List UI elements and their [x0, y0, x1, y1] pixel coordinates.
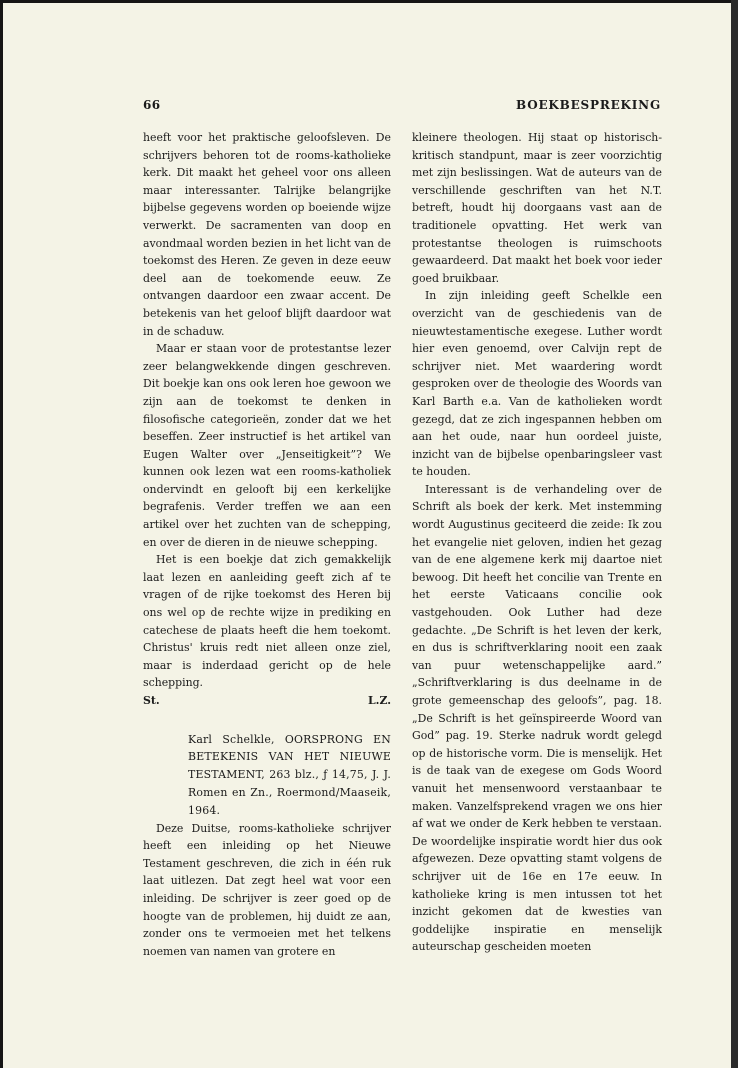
signature-left: St. — [143, 694, 160, 707]
right-paragraph-1: kleinere theologen. Hij staat op historisch-kritisch standpunt, maar is zeer voorzichtig met zijn beslissingen. Wat de auteurs van de verschillende geschriften van het N.T. betreft, houdt hij doorgaans vast aan de traditionele opvatting. Het werk van protestantse theologen is ruimschoots gewaardeerd. Dat maakt het boek voor ieder goed bruikbaar. — [412, 131, 662, 285]
review-signature — [143, 692, 391, 710]
left-column — [143, 129, 391, 960]
running-title: BOEKBESPREKING — [516, 98, 661, 112]
left-paragraph-4: Deze Duitse, rooms-katholieke schrijver heeft een inleiding op het Nieuwe Testament geschreven, die zich in één ruk laat uitlezen. Dat zegt heel wat voor een inleiding. De schrijver is zeer goed op de hoogte van de problemen, hij duidt ze aan, zonder ons te vermoeien met het telkens noemen van namen van grotere en — [143, 821, 391, 958]
signature-right: L.Z. — [368, 694, 391, 707]
page-header — [143, 98, 673, 114]
left-paragraph-2: Maar er staan voor de protestantse lezer zeer belangwekkende dingen geschreven. Dit boekje kan ons ook leren hoe gewoon we zijn aan de toekomst te denken in filosofische categorieën, zonder dat we het beseffen. Zeer instructief is het artikel van Eugen Walter over „Jenseitigkeit”? We kunnen ook lezen wat een rooms-katholiek ondervindt en gelooft bij een kerkelijke begrafenis. Verder treffen we aan een artikel over het zuchten van de schepping, en over de dieren in de nieuwe schepping. — [143, 342, 391, 549]
page-number: 66 — [143, 98, 161, 112]
left-paragraph-3: Het is een boekje dat zich gemakkelijk laat lezen en aanleiding geeft zich af te vragen of de rijke toekomst des Heren bij ons wel op de rechte wijze in prediking en catechese de plaats heeft die hem toekomt. Christus' kruis redt niet alleen onze ziel, maar is inderdaad gericht op de hele schepping. — [143, 553, 391, 690]
book-reference-text: Karl Schelkle, OORSPRONG EN BETEKENIS VAN HET NIEUWE TESTAMENT, 263 blz., ƒ 14,75, J. J. Romen en Zn., Roermond/Maaseik, 1964. — [188, 732, 391, 817]
right-paragraph-3: Interessant is de verhandeling over de Schrift als boek der kerk. Met instemming wordt Augustinus geciteerd die zeide: Ik zou het evangelie niet geloven, indien het gezag van de ene algemene kerk mij daartoe niet bewoog. Dit heeft het concilie van Trente en het eerste Vaticaans concilie ook vastgehouden. Ook Luther had deze gedachte. „De Schrift is het leven der kerk, en dus is schriftverklaring nooit een zaak van puur wetenschappelijke aard.” „Schriftverklaring is dus deelname in de grote gemeenschap des geloofs”, pag. 18. „De Schrift is het geïnspireerde Woord van God” pag. 19. Sterke nadruk wordt gelegd op de historische vorm. Die is menselijk. Het is de taak van de exegese om Gods Woord vanuit het mensenwoord verstaanbaar te maken. Vanzelfsprekend vragen we ons hier af wat we onder de Kerk hebben te verstaan. De woordelijke inspiratie wordt hier dus ook afgewezen. Deze opvatting stamt volgens de schrijver uit de 16e en 17e eeuw. In katholieke kring is men intussen tot het inzicht gekomen dat de kwesties van goddelijke inspiratie en menselijk auteurschap gescheiden moeten — [412, 482, 662, 954]
book-reference — [188, 731, 391, 820]
right-column — [412, 129, 662, 956]
scan-edge — [731, 0, 738, 1068]
left-paragraph-1: heeft voor het praktische geloofsleven. De schrijvers behoren tot de rooms-katholieke kerk. Dit maakt het geheel voor ons alleen maar interessanter. Talrijke belangrijke bijbelse gegevens worden op boeiende wijze verwerkt. De sacramenten van doop en avondmaal worden bezien in het licht van de toekomst des Heren. Ze geven in deze eeuw deel aan de toekomende eeuw. Ze ontvangen daardoor een zwaar accent. De betekenis van het geloof blijft daardoor wat in de schaduw. — [143, 131, 391, 338]
right-paragraph-2: In zijn inleiding geeft Schelkle een overzicht van de geschiedenis van de nieuwtestamentische exegese. Luther wordt hier even genoemd, over Calvijn rept de schrijver niet. Met waardering wordt gesproken over de theologie des Woords van Karl Barth e.a. Van de katholieken wordt gezegd, dat ze zich ingespannen hebben om aan het oude, naar hun oordeel juiste, inzicht van de bijbelse openbaringsleer vast te houden. — [412, 289, 662, 479]
